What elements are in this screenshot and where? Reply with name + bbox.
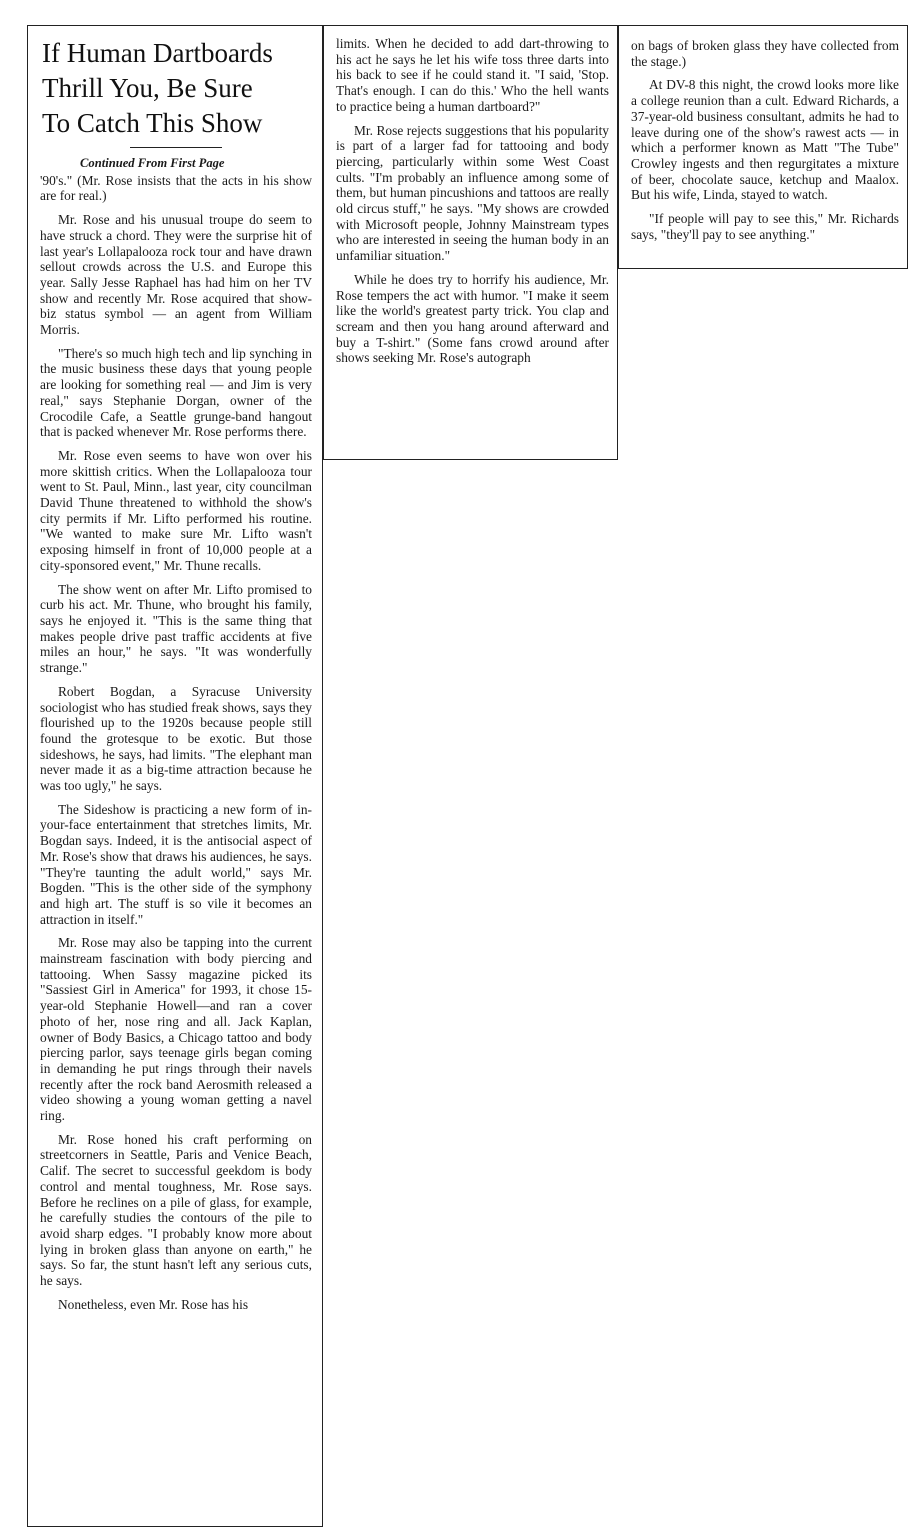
paragraph: Robert Bogdan, a Syracuse University sociologist who has studied freak shows, says they flourished up to the 1920s because people still found the grotesque to be exotic. But those sideshows, he says, had limits. "The elephant man never made it as a big-time attraction because he was too ugly," he says. (40, 683, 312, 794)
paragraph: Mr. Rose rejects suggestions that his popularity is part of a larger fad for tattooing and body piercing, particularly within some West Coast cults. "I'm probably an influence among some of them, but human pincushions and tattoos are really old circus stuff," he says. "My shows are crowded with Microsoft people, Johnny Mainstream types who are interested in seeing the human body in an unfamiliar situation." (336, 122, 609, 264)
article-column-2 (323, 25, 618, 460)
paragraph: Mr. Rose honed his craft performing on streetcorners in Seattle, Paris and Venice Beach, Calif. The secret to successful geekdom is body control and mental toughness, Mr. Rose says. Before he reclines on a pile of glass, for example, he carefully studies the contours of the pile to avoid sharp edges. "I probably know more about lying in broken glass than anyone on earth," he says. So far, the stunt hasn't left any serious cuts, he says. (40, 1131, 312, 1289)
paragraph: Mr. Rose may also be tapping into the current mainstream fascination with body piercing and tattooing. When Sassy magazine picked its "Sassiest Girl in America" for 1993, it chose 15-year-old Stephanie Howell—and ran a cover photo of her, nose ring and all. Jack Kaplan, owner of Body Basics, a Chicago tattoo and body piercing parlor, says teenage girls began coming in demanding he put rings through their navels recently after the rock band Aerosmith released a video showing a young woman getting a navel ring. (40, 935, 312, 1124)
paragraph: The show went on after Mr. Lifto promised to curb his act. Mr. Thune, who brought his family, says he enjoyed it. "This is the same thing that makes people drive past traffic accidents at five miles an hour," he says. "It was wonderfully strange." (40, 581, 312, 676)
paragraph: "There's so much high tech and lip synching in the music business these days that young people are looking for something real — and Jim is very real," says Stephanie Dorgan, owner of the Crocodile Cafe, a Seattle grunge-band hangout that is packed whenever Mr. Rose performs there. (40, 345, 312, 440)
paragraph: on bags of broken glass they have collected from the stage.) (631, 38, 899, 69)
paragraph: Nonetheless, even Mr. Rose has his (58, 1296, 249, 1312)
headline-line-1: If Human Dartboards (42, 38, 273, 68)
paragraph: limits. When he decided to add dart-throwing to his act he says he let his wife toss three darts into his back to see if he could stand it. "I said, 'Stop. That's enough. I can do this.' Who the hell wants to practice being a human dartboard?" (336, 36, 609, 114)
paragraph: At DV-8 this night, the crowd looks more like a college reunion than a cult. Edward Richards, a 37-year-old business consultant, admits he had to leave during one of the show's rawest acts — in which a performer known as Matt "The Tube" Crowley ingests and then regurgitates a mixture of beer, chocolate sauce, ketchup and Maalox. But his wife, Linda, stayed to watch. (631, 77, 899, 203)
article-column-3 (618, 25, 908, 269)
paragraph: Mr. Rose and his unusual troupe do seem to have struck a chord. They were the surprise hit of last year's Lollapalooza rock tour and have drawn sellout crowds across the U.S. and Europe this year. Sally Jesse Raphael has had him on her TV show and recently Mr. Rose acquired that show-biz status symbol — an agent from William Morris. (40, 212, 312, 338)
paragraph: "If people will pay to see this," Mr. Richards says, "they'll pay to see anything." (631, 211, 899, 242)
paragraph: While he does try to horrify his audience, Mr. Rose tempers the act with humor. "I make it seem like the world's greatest party trick. You clap and scream and then you hang around afterward and buy a T-shirt." (Some fans crowd around after shows seeking Mr. Rose's autograph (336, 271, 609, 366)
article-column-1 (27, 25, 323, 1527)
headline-divider (130, 147, 222, 148)
headline-line-2: Thrill You, Be Sure (42, 73, 253, 103)
headline (42, 36, 312, 141)
paragraph: Mr. Rose even seems to have won over his more skittish critics. When the Lollapalooza tour went to St. Paul, Minn., last year, city councilman David Thune threatened to withhold the show's city permits if Mr. Lifto performed his routine. "We wanted to make sure Mr. Lifto wasn't exposing himself in front of 10,000 people at a city-sponsored event," Mr. Thune recalls. (40, 447, 312, 573)
continued-label: Continued From First Page (80, 156, 225, 170)
paragraph: '90's." (Mr. Rose insists that the acts in his show are for real.) (40, 172, 312, 204)
paragraph: The Sideshow is practicing a new form of in-your-face entertainment that stretches limits, Mr. Bogdan says. Indeed, it is the antisocial aspect of Mr. Rose's show that draws his audiences, he says. "They're taunting the adult world," says Mr. Bogden. "This is the other side of the symphony and high art. The stuff is so vile it becomes an attraction in itself." (40, 801, 312, 927)
headline-line-3: To Catch This Show (42, 108, 263, 138)
